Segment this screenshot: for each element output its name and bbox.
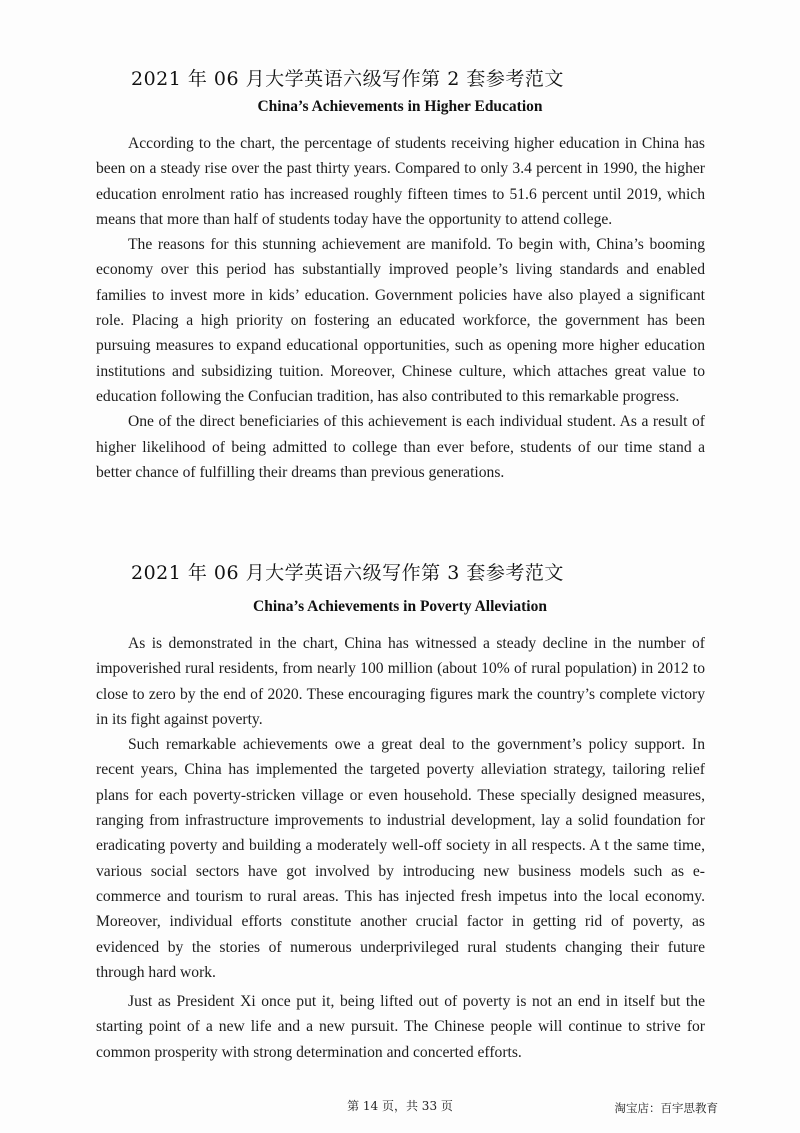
essay-1-body (96, 131, 705, 485)
section-1-heading: 2021 年 06 月大学英语六级写作第 2 套参考范文 (131, 68, 564, 90)
essay-2-paragraph-3: Just as President Xi once put it, being lifted out of poverty is not an end in itself but the starting point of a new life and a new pursuit. The Chinese people will continue to strive for common prosperity with strong determination and concerted efforts. (96, 993, 705, 1061)
essay-1-paragraph-3: One of the direct beneficiaries of this achievement is each individual student. As a result of higher likelihood of being admitted to college than ever before, students of our time stand a better chance of fulfilling their dreams than previous generations. (96, 413, 705, 481)
essay-2-body (96, 631, 705, 1065)
essay-1-paragraph-2: The reasons for this stunning achievement are manifold. To begin with, China’s booming economy over this period has substantially improved people’s living standards and enabled families to invest more in kids’ education. Government policies have also played a significant role. Placing a high priority on fostering an educated workforce, the government has been pursuing measures to expand educational opportunities, such as opening more higher education institutions and subsidizing tuition. Moreover, Chinese culture, which attaches great value to education following the Confucian tradition, has also contributed to this remarkable progress. (96, 236, 705, 405)
essay-1-paragraph-1: According to the chart, the percentage of students receiving higher education in China has been on a steady rise over the past thirty years. Compared to only 3.4 percent in 1990, the higher education enrolment ratio has increased roughly fifteen times to 51.6 percent until 2019, which means that more than half of students today have the opportunity to attend college. (96, 135, 705, 228)
essay-2-paragraph-1: As is demonstrated in the chart, China has witnessed a steady decline in the number of impoverished rural residents, from nearly 100 million (about 10% of rural population) in 2012 to close to zero by the end of 2020. These encouraging figures mark the country’s complete victory in its fight against poverty. (96, 635, 705, 728)
essay-1-title: China’s Achievements in Higher Education (257, 98, 543, 115)
essay-2-title: China’s Achievements in Poverty Alleviation (253, 598, 547, 615)
section-2-heading: 2021 年 06 月大学英语六级写作第 3 套参考范文 (131, 562, 564, 584)
page-number: 第 14 页，共 33 页 (347, 1099, 453, 1113)
shop-credit: 淘宝店：百宇思教育 (614, 1101, 718, 1115)
essay-2-paragraph-2: Such remarkable achievements owe a great deal to the government’s policy support. In recent years, China has implemented the targeted poverty alleviation strategy, tailoring relief plans for each poverty-stricken village or even household. These specially designed measures, ranging from infrastructure improvements to industrial development, lay a solid foundation for eradicating poverty and building a moderately well-off society in all respects. A t the same time, various social sectors have got involved by introducing new business models such as e-commerce and tourism to rural areas. This has injected fresh impetus into the local economy. Moreover, individual efforts constitute another crucial factor in getting rid of poverty, as evidenced by the stories of numerous underprivileged rural students changing their future through hard work. (96, 736, 705, 981)
